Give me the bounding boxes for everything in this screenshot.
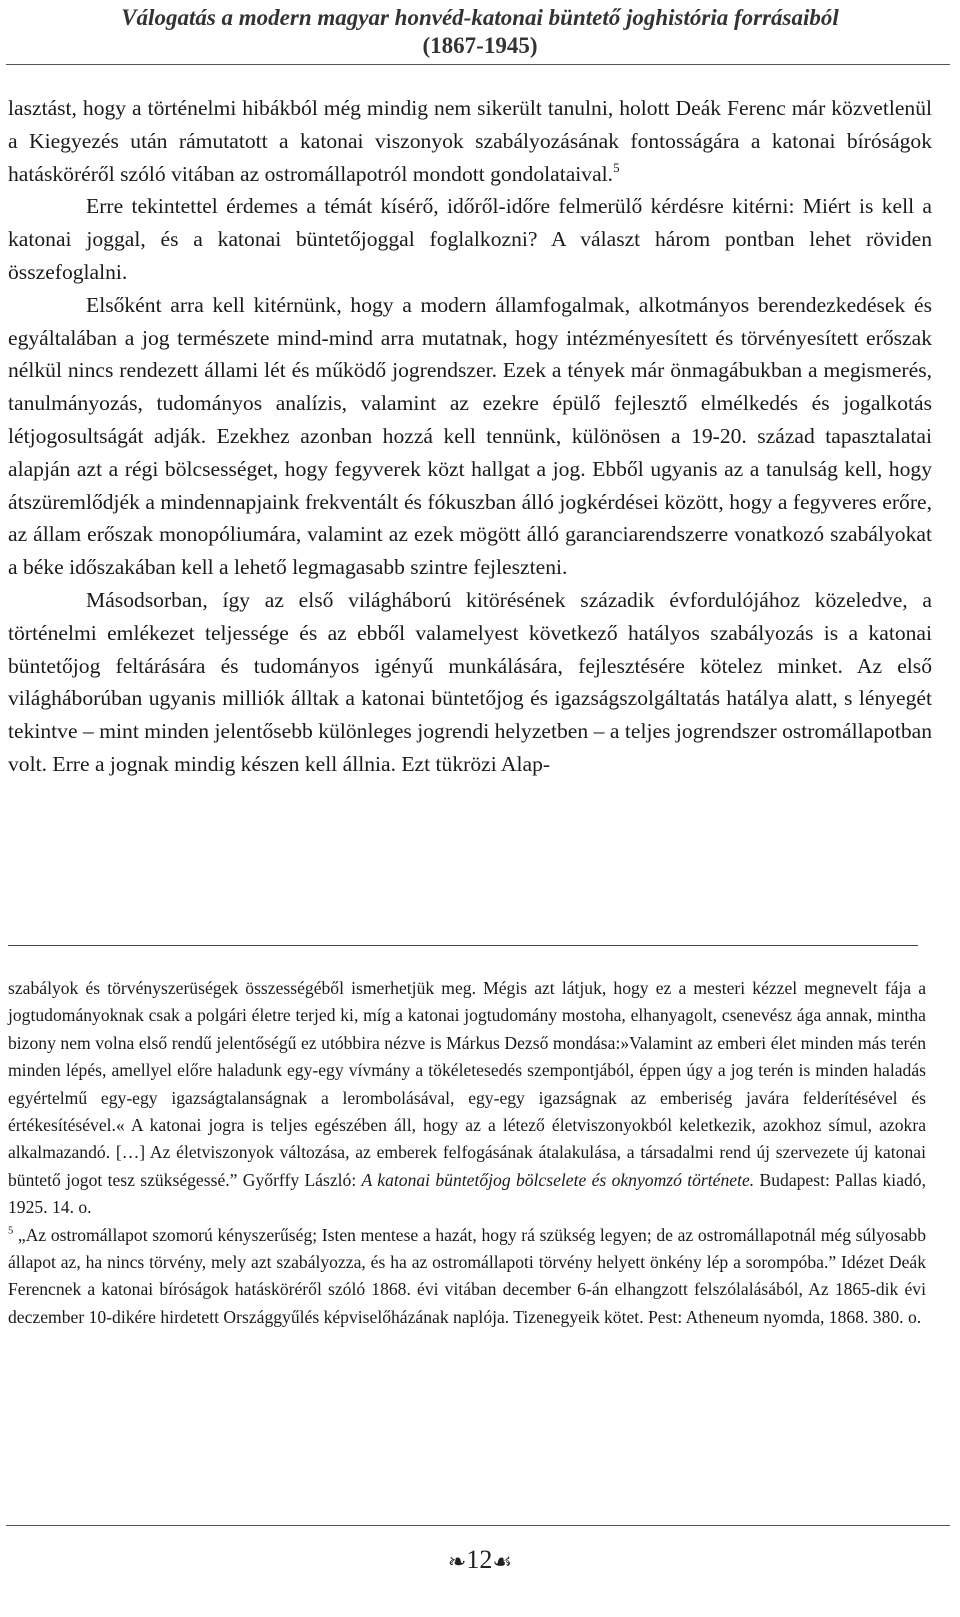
footnotes bbox=[8, 975, 926, 1331]
ornament-left-icon: ❧ bbox=[447, 1549, 467, 1575]
cited-book-title: A katonai büntetőjog bölcselete és oknyomzó története. bbox=[361, 1169, 755, 1190]
header-date-range: (1867-1945) bbox=[422, 33, 538, 58]
paragraph: Erre tekintettel érdemes a témát kísérő, időről-időre felmerülő kérdésre kitérni: Miért is kell a katonai joggal, és a katonai büntetőjoggal foglalkozni? A választ három pontban lehet röviden összefoglalni. bbox=[8, 194, 932, 284]
footnote-continued bbox=[8, 975, 926, 1222]
paragraph: Elsőként arra kell kitérnünk, hogy a modern államfogalmak, alkotmányos berendezkedések és egyáltalában a jog természete mind-mind arra mutatnak, hogy intézményesített és törvényesített erőszak nélkül nincs rendezett állami lét és működő jogrendszer. Ezek a tények már önmagábukban a megismerés, tanulmányozás, tudományos analízis, valamint az ezekre épülő fejlesztő elmélkedés és jogalkotás létjogosultságát adják. Ezekhez azonban hozzá kell tennünk, különösen a 19-20. század tapasztalatai alapján azt a régi bölcsességet, hogy fegyverek közt hallgat a jog. Ebből ugyanis az a tanulság kell, hogy átszüremlődjék a mindennapjaink frekventált és fókuszban álló jogkérdései között, hogy a fegyveres erőre, az állam erőszak monopóliumára, valamint az ezek mögött álló garanciarendszerre vonatkozó szabályokat a béke időszakában kell a lehető legmagasabb szintre fejleszteni. bbox=[8, 292, 932, 580]
paragraph-continued bbox=[8, 92, 932, 190]
main-text bbox=[8, 92, 932, 781]
ornament-right-icon: ☙ bbox=[492, 1549, 513, 1575]
header-title: Válogatás a modern magyar honvéd-katonai büntető joghistória forrásaiból bbox=[121, 5, 839, 30]
footnote-text: Budapest: Pallas kiadó, 1925. 14. o. bbox=[8, 1169, 926, 1218]
footnote-ref-5[interactable]: 5 bbox=[613, 159, 620, 175]
paragraph-text: lasztást, hogy a történelmi hibákból még mindig nem sikerült tanulni, holott Deák Ferenc már közvetlenül a Kiegyezés után rámutatott a katonai viszonyok szabályozásának fontosságára a katonai bíróságok hatásköréről szóló vitában az ostromállapotról mondott gondolataival. bbox=[8, 96, 932, 186]
footnote-text: „Az ostromállapot szomorú kényszerűség; Isten mentese a hazát, hogy rá szükség legyen; de az ostromállapotnál még súlyosabb állapot az, ha nincs törvény, mely azt szabályozza, és ha az ostromállapoti törvény helyett önkény lép a sorompóba.” Idézet Deák Ferencnek a katonai bíróságok hatásköréről szóló 1868. évi vitában december 6-án elhangzott felszólalásából, Az 1865-dik évi deczember 10-dikére hirdetett Országgyűlés képviselőházának naplója. Tizenegyeik kötet. Pest: Atheneum nyomda, 1868. 380. o. bbox=[8, 1224, 926, 1327]
footnote-number: 5 bbox=[8, 1225, 14, 1237]
header-divider bbox=[6, 64, 950, 65]
page-footer bbox=[0, 1543, 960, 1579]
page-number: 12 bbox=[466, 1545, 493, 1574]
footer-divider bbox=[6, 1525, 950, 1526]
footnote-divider bbox=[8, 945, 918, 946]
footnote-text: szabályok és törvényszerüségek összességéből ismerhetjük meg. Mégis azt látjuk, hogy ez a mesteri kézzel megnevelt fája a jogtudományoknak csak a polgári életre terjed ki, míg a katonai jogtudomány mostoha, elhanyagolt, csenevész ága annak, mintha bizony nem volna első rendű jelentőségű ez utóbbira nézve is Márkus Dezső mondása:»Valamint az emberi élet minden más terén minden lépés, amellyel előre haladunk egy-egy vívmány a tökéletesedés szempontjából, éppen úgy a jog terén is minden haladás egyértelmű egy-egy igazságtalanságnak a lerombolásával, egy-egy igazságnak az emberiség javára felderítésével és értékesítésével.« A katonai jogra is teljes egészében áll, hogy az a létező életviszonyokból keletkezik, azokhoz símul, azokra alkalmazandó. […] Az életviszonyok változása, az emberek felfogásának átalakulása, a társadalmi rend új szervezete új katonai büntető jogot tesz szükségessé.” Győrffy László: bbox=[8, 978, 926, 1190]
footnote-5 bbox=[8, 1222, 926, 1332]
paragraph: Másodsorban, így az első világháború kitörésének századik évfordulójához közeledve, a történelmi emlékezet teljessége és az ebből valamelyest következő hatályos szabályozás is a katonai büntetőjog feltárására és tudományos igényű munkálására, fejlesztésére kötelez minket. Az első világháborúban ugyanis milliók álltak a katonai büntetőjog és igazságszolgáltatás hatálya alatt, s lényegét tekintve – mint minden jelentősebb különleges jogrendi helyzetben – a teljes jogrendszer ostromállapotban volt. Erre a jognak mindig készen kell állnia. Ezt tükrözi Alap- bbox=[8, 587, 932, 776]
